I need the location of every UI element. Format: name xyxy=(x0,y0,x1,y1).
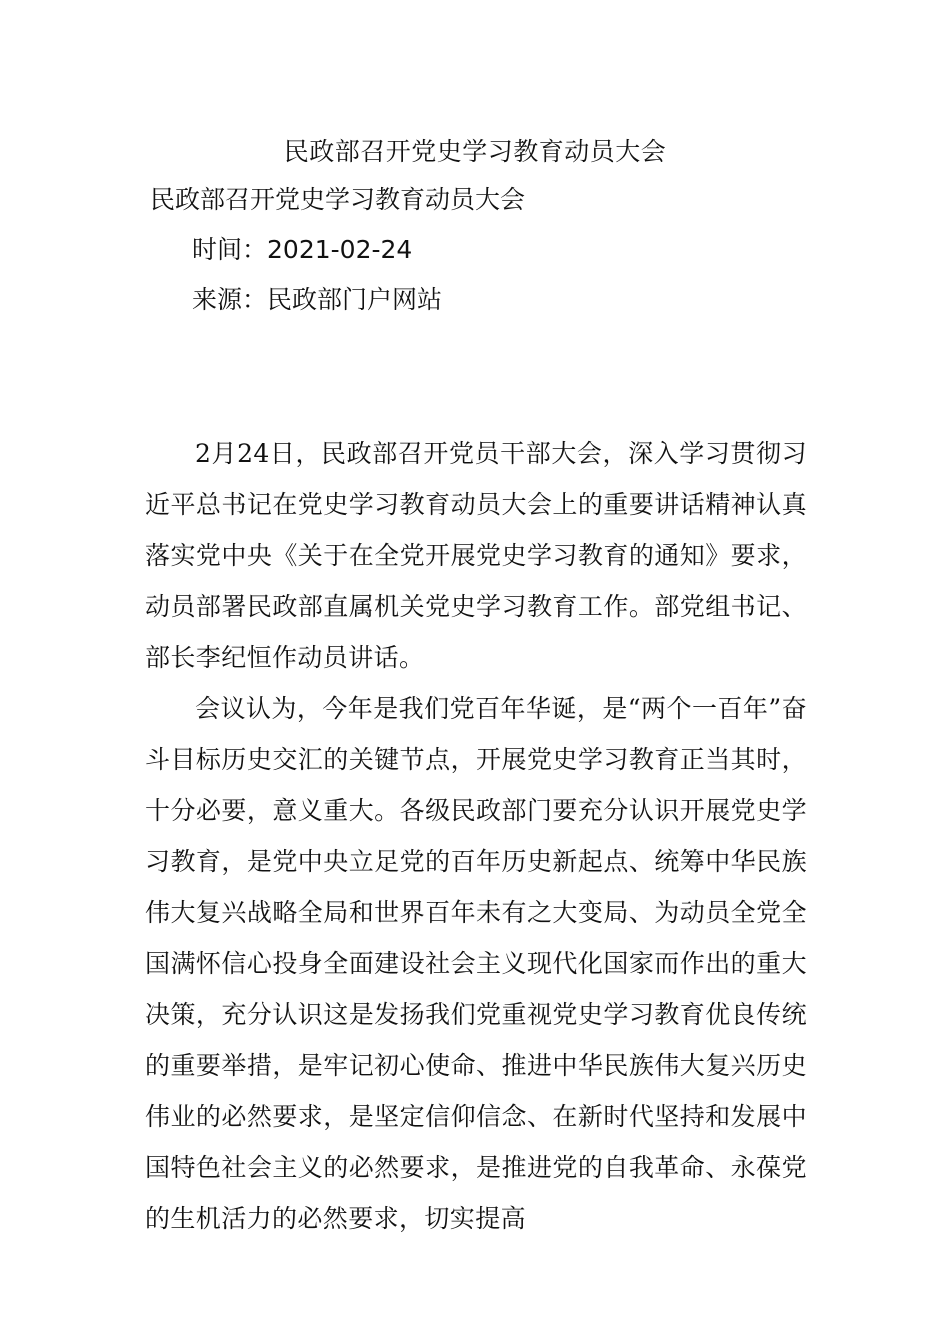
article-subtitle: 民政部召开党史学习教育动员大会 xyxy=(150,185,526,214)
paragraph-2: 会议认为，今年是我们党百年华诞，是“两个一百年”奋斗目标历史交汇的关键节点，开展党史学习教育正当其时，十分必要，意义重大。各级民政部门要充分认识开展党史学习教育，是党中央立足党的百年历史新起点、统筹中华民族伟大复兴战略全局和世界百年未有之大变局、为动员全党全国满怀信心投身全面建设社会主义现代化国家而作出的重大决策，充分认识这是发扬我们党重视党史学习教育优良传统的重要举措，是牢记初心使命、推进中华民族伟大复兴历史伟业的必然要求，是坚定信仰信念、在新时代坚持和发展中国特色社会主义的必然要求，是推进党的自我革命、永葆党的生机活力的必然要求，切实提高 xyxy=(145,694,807,1233)
paragraph-1: 2月24日，民政部召开党员干部大会，深入学习贯彻习近平总书记在党史学习教育动员大会上的重要讲话精神认真落实党中央《关于在全党开展党史学习教育的通知》要求，动员部署民政部直属机关党史学习教育工作。部党组书记、部长李纪恒作动员讲话。 xyxy=(145,439,807,672)
source-label: 来源： xyxy=(192,285,268,314)
time-value: 2021-02-24 xyxy=(267,235,413,264)
time-label: 时间： xyxy=(192,235,268,264)
publish-time xyxy=(192,232,412,268)
article-body xyxy=(145,428,807,1244)
article-source xyxy=(192,282,442,318)
page-title: 民政部召开党史学习教育动员大会 xyxy=(283,137,667,166)
source-value: 民政部门户网站 xyxy=(267,285,443,314)
